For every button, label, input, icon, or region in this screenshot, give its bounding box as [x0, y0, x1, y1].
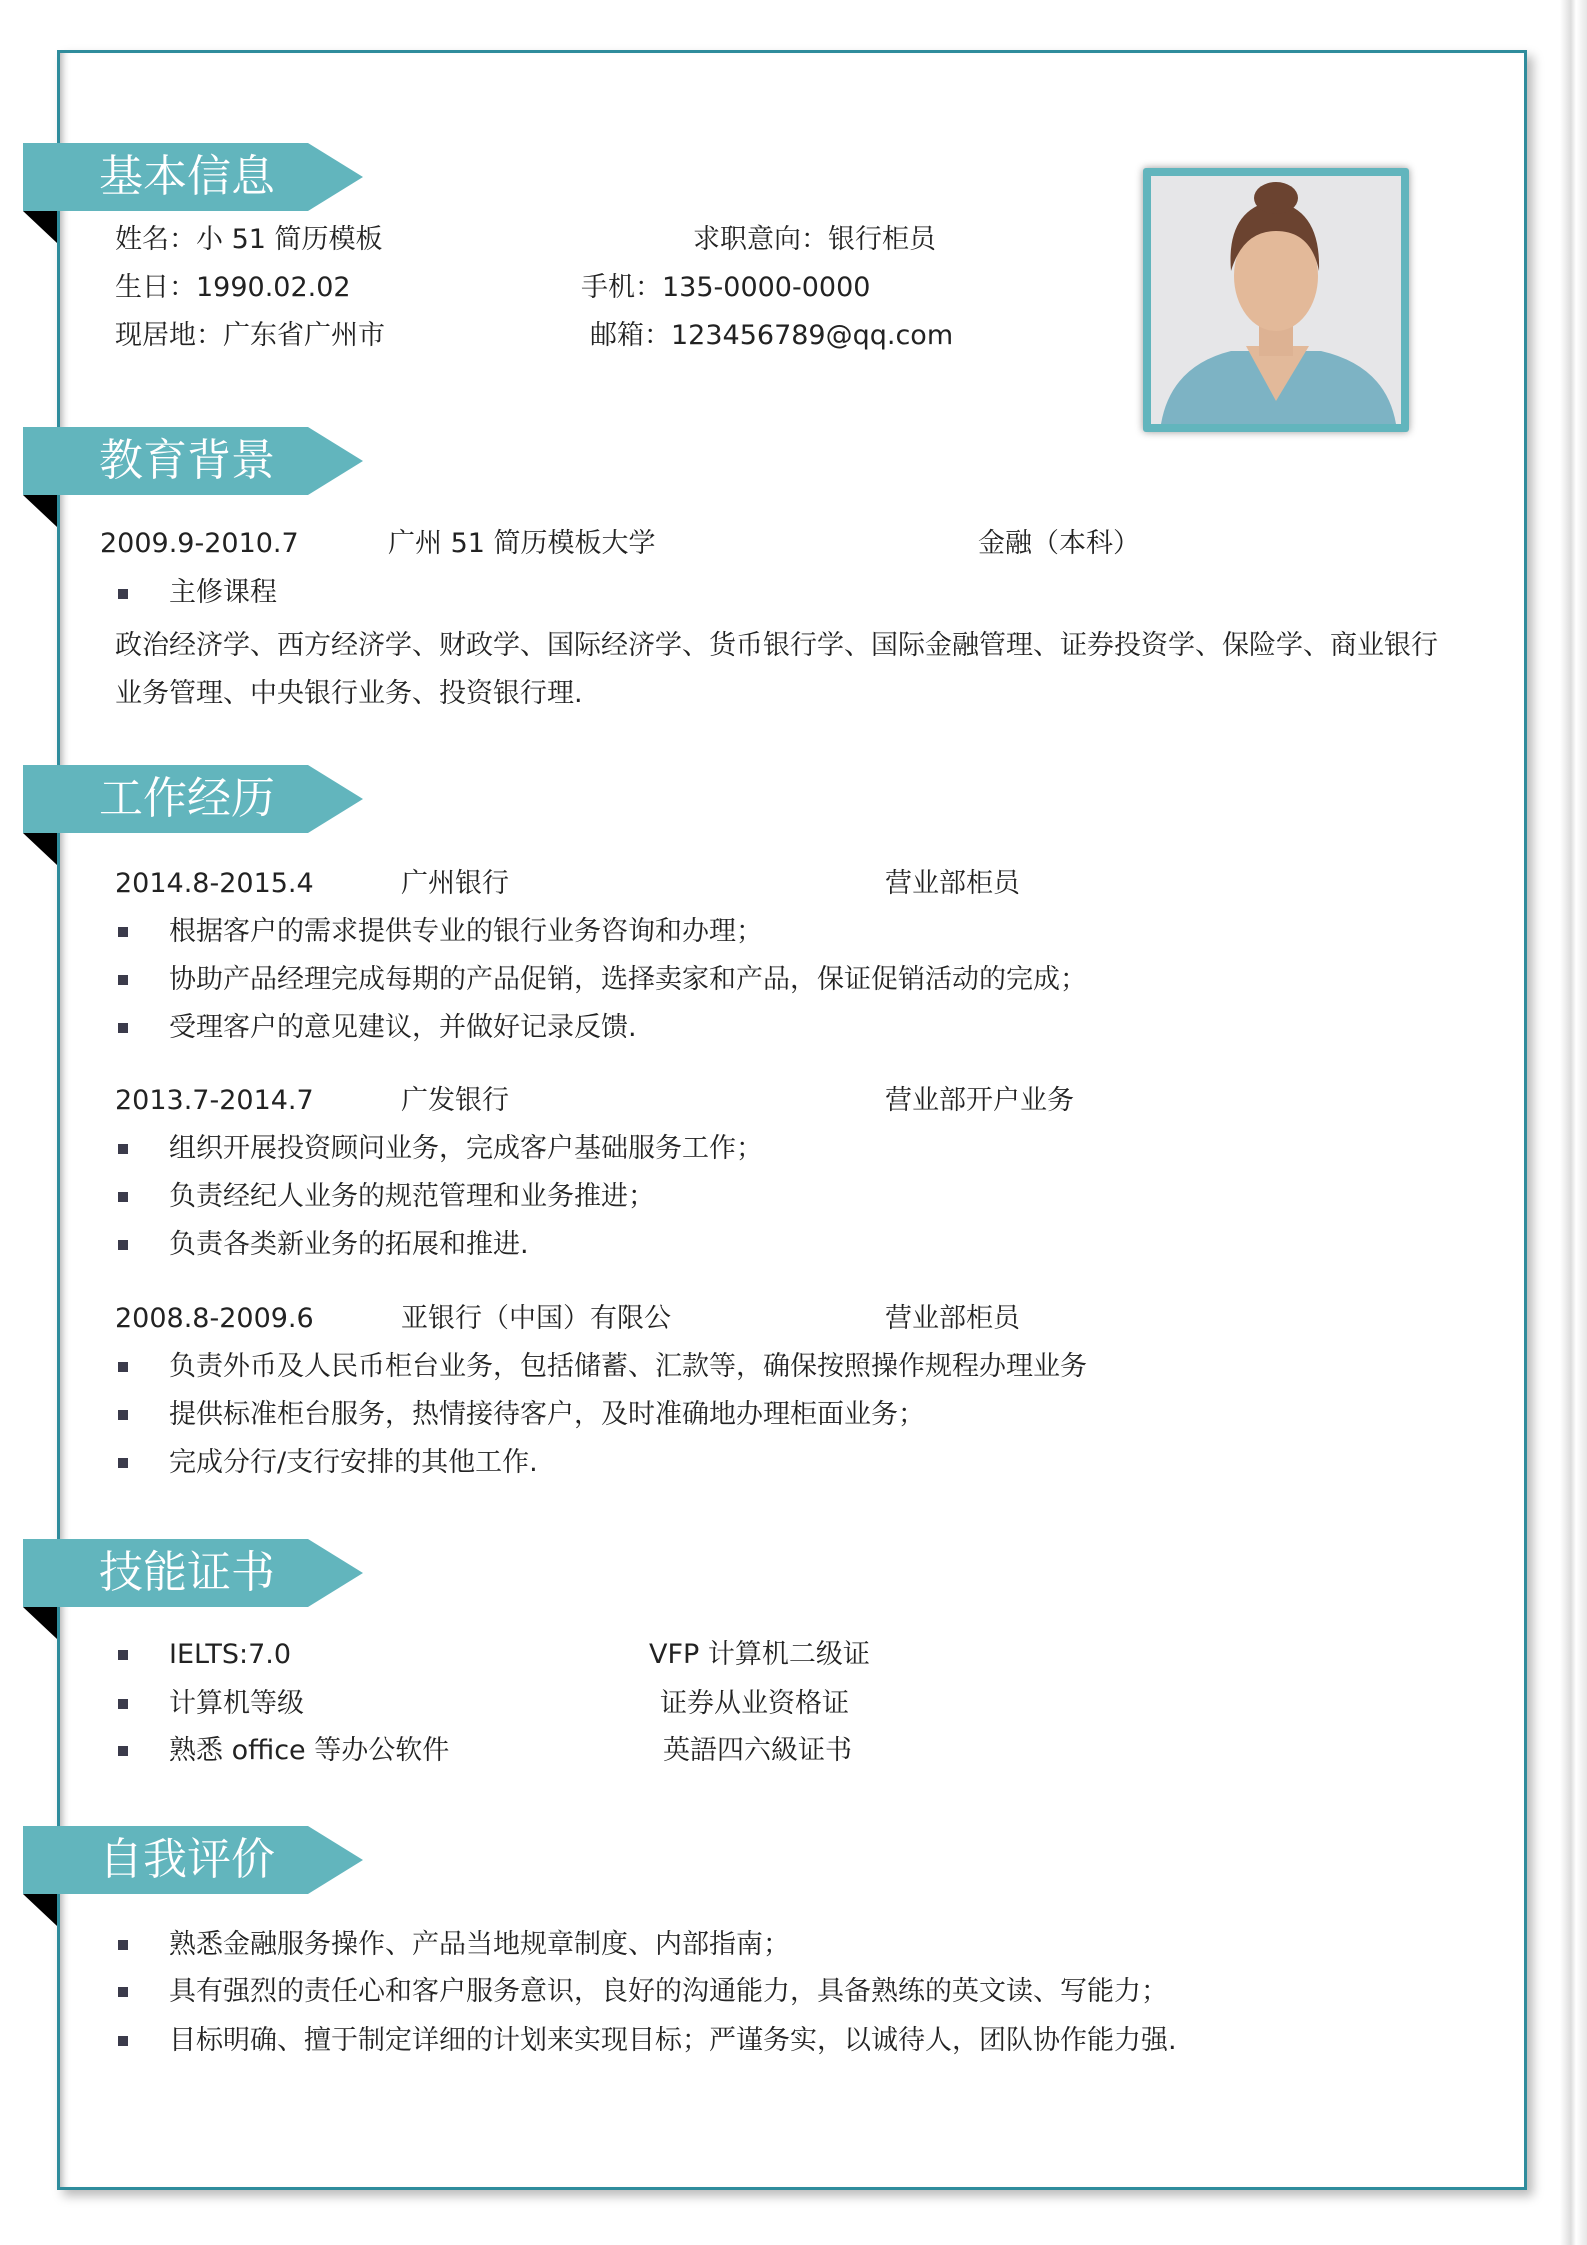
job-duty: 负责经纪人业务的规范管理和业务推进；	[169, 1181, 655, 1212]
skill-item: 英語四六級证书	[663, 1735, 852, 1766]
self-item: 目标明确、擅于制定详细的计划来实现目标；严谨务实，以诚待人，团队协作能力强.	[169, 2025, 1177, 2056]
job-duty: 根据客户的需求提供专业的银行业务咨询和办理；	[169, 916, 763, 947]
job-company: 广州银行	[401, 868, 509, 899]
section-title: 技能证书	[99, 1547, 275, 1598]
job-duty: 提供标准柜台服务，热情接待客户，及时准确地办理柜面业务；	[169, 1399, 925, 1430]
bullet-icon	[118, 1362, 128, 1372]
page-edge	[1560, 0, 1587, 2245]
job-duty: 负责外币及人民币柜台业务，包括储蓄、汇款等，确保按照操作规程办理业务	[169, 1351, 1087, 1382]
bullet-icon	[118, 1650, 128, 1660]
section-title: 基本信息	[99, 151, 275, 202]
job-role: 营业部开户业务	[885, 1085, 1074, 1116]
self-item: 具有强烈的责任心和客户服务意识，良好的沟通能力，具备熟练的英文读、写能力；	[169, 1976, 1168, 2007]
job-duty: 负责各类新业务的拓展和推进.	[169, 1229, 529, 1260]
section-header-self	[23, 1826, 363, 1894]
bullet-icon	[118, 1699, 128, 1709]
bullet-icon	[118, 1192, 128, 1202]
section-header-education	[23, 427, 363, 495]
section-header-work	[23, 765, 363, 833]
section-header-basic	[23, 143, 363, 211]
bullet-icon	[118, 2036, 128, 2046]
job-period: 2008.8-2009.6	[115, 1303, 314, 1334]
bullet-icon	[118, 1987, 128, 1997]
bullet-icon	[118, 1240, 128, 1250]
section-title: 自我评价	[99, 1834, 275, 1885]
skill-item: VFP 计算机二级证	[649, 1639, 870, 1670]
self-item: 熟悉金融服务操作、产品当地规章制度、内部指南；	[169, 1929, 790, 1960]
bullet-icon	[118, 1144, 128, 1154]
job-period: 2014.8-2015.4	[115, 868, 314, 899]
phone: 手机：135-0000-0000	[581, 272, 871, 303]
job-company: 亚银行（中国）有限公	[401, 1303, 671, 1334]
location: 现居地：广东省广州市	[115, 320, 385, 351]
courses-label: 主修课程	[169, 577, 277, 608]
edu-period: 2009.9-2010.7	[100, 528, 299, 559]
bullet-icon	[118, 975, 128, 985]
skill-item: 计算机等级	[169, 1688, 304, 1719]
profile-photo	[1143, 168, 1409, 432]
section-header-skills	[23, 1539, 363, 1607]
job-period: 2013.7-2014.7	[115, 1085, 314, 1116]
job-duty: 组织开展投资顾问业务，完成客户基础服务工作；	[169, 1133, 763, 1164]
section-title: 教育背景	[99, 435, 275, 486]
section-title: 工作经历	[99, 773, 275, 824]
bullet-icon	[118, 1940, 128, 1950]
job-intent: 求职意向：银行柜员	[693, 224, 936, 255]
job-role: 营业部柜员	[885, 868, 1020, 899]
job-role: 营业部柜员	[885, 1303, 1020, 1334]
portrait-icon	[1151, 176, 1401, 424]
job-duty: 协助产品经理完成每期的产品促销，选择卖家和产品，保证促销活动的完成；	[169, 964, 1087, 995]
skill-item: 熟悉 office 等办公软件	[169, 1735, 450, 1766]
courses-text: 政治经济学、西方经济学、财政学、国际经济学、货币银行学、国际金融管理、证券投资学、保险学、商业银行业务管理、中央银行业务、投资银行理.	[115, 630, 1438, 709]
bullet-icon	[118, 589, 128, 599]
bullet-icon	[118, 1410, 128, 1420]
birthday: 生日：1990.02.02	[115, 272, 351, 303]
skill-item: 证券从业资格证	[660, 1688, 849, 1719]
edu-school: 广州 51 简历模板大学	[388, 528, 656, 559]
skill-item: IELTS:7.0	[169, 1639, 292, 1670]
job-duty: 完成分行/支行安排的其他工作.	[169, 1447, 538, 1478]
bullet-icon	[118, 1023, 128, 1033]
bullet-icon	[118, 1458, 128, 1468]
edu-major: 金融（本科）	[978, 528, 1140, 559]
bullet-icon	[118, 927, 128, 937]
name: 姓名：小 51 简历模板	[115, 224, 383, 255]
email: 邮箱：123456789@qq.com	[590, 320, 954, 351]
job-duty: 受理客户的意见建议，并做好记录反馈.	[169, 1012, 637, 1043]
bullet-icon	[118, 1746, 128, 1756]
job-company: 广发银行	[401, 1085, 509, 1116]
